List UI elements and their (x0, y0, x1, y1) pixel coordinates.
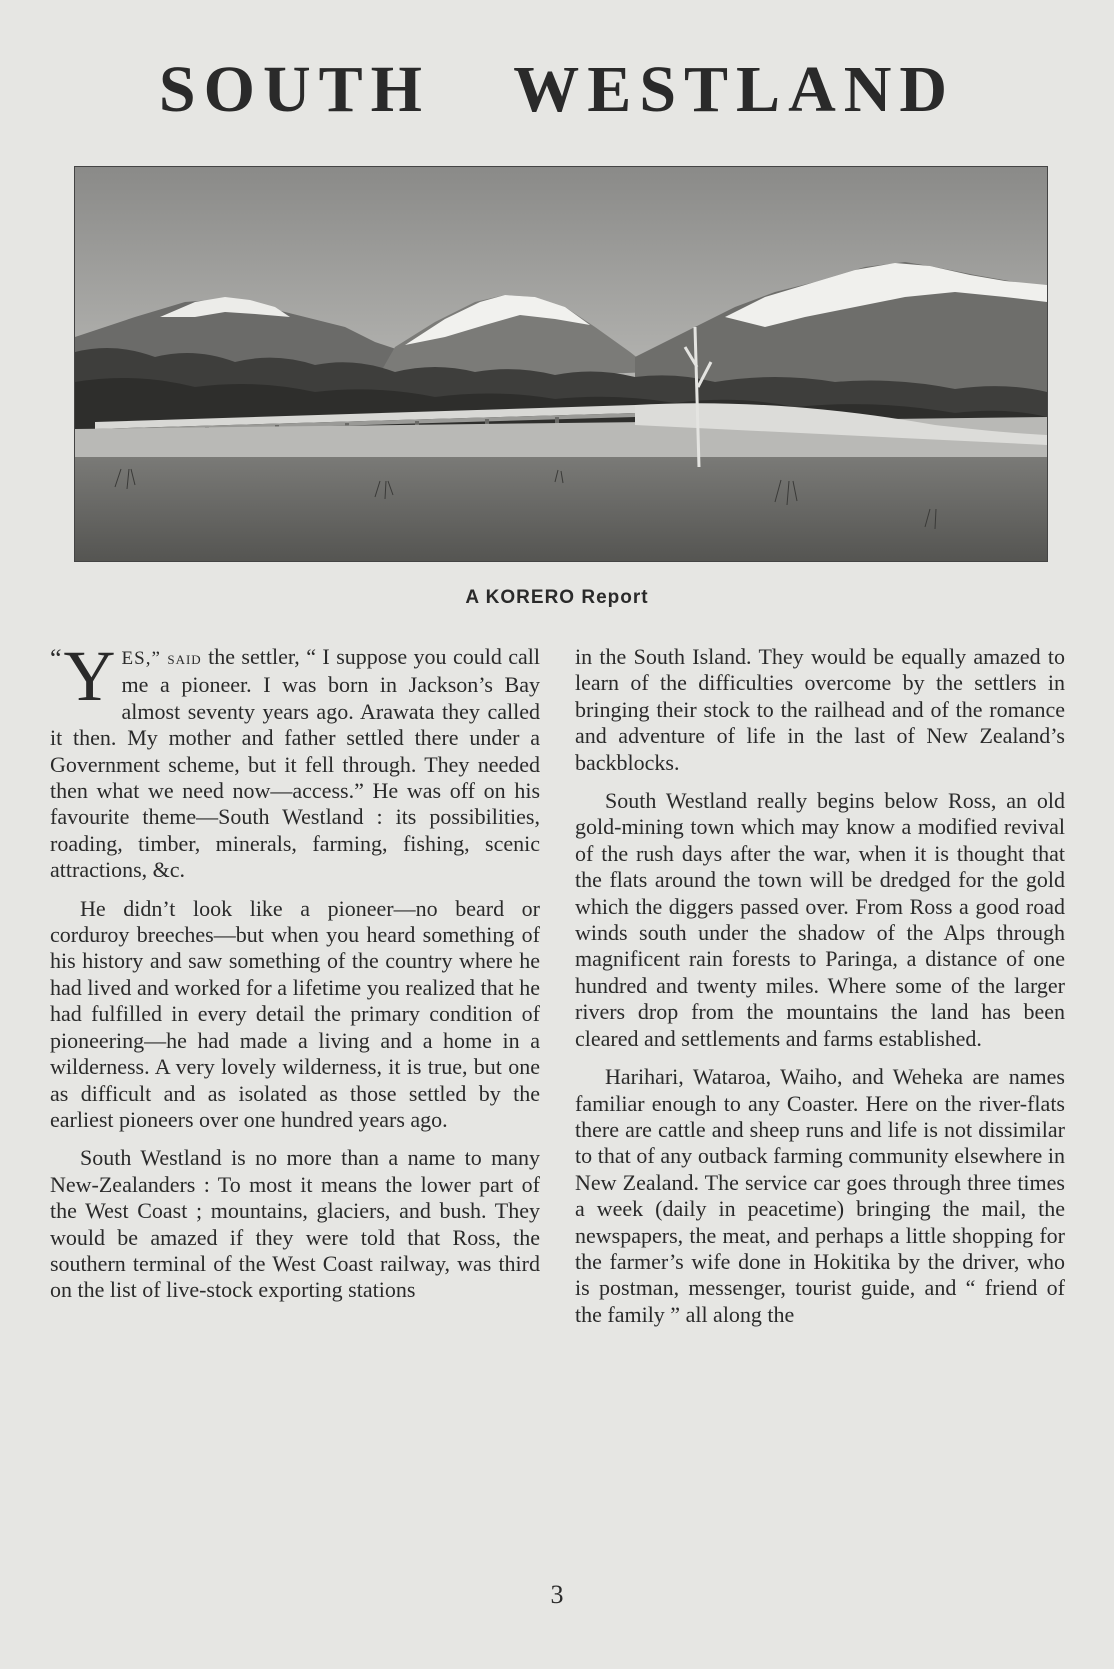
paragraph-4: in the South Island. They would be equally amazed to learn of the difficulties overcome by the settlers in bringing their stock to the railhead and of the romance and adventure of life in the last of New Zealand’s backblocks. (575, 644, 1065, 775)
paragraph-5: South Westland really begins below Ross, an old gold-mining town which may know a modified revival of the rush days after the war, when it is thought that the flats around the town will be dredged for the gold which the diggers passed over. From Ross a good road winds south under the shadow of the Alps through magnificent rain forests to Paringa, a distance of one hundred and twenty miles. Where some of the larger rivers drop from the mountains the land has been cleared and settlements and farms established. (575, 788, 1065, 1051)
page-title: SOUTH WESTLAND (158, 53, 956, 126)
article-right-column (575, 644, 1065, 1340)
drop-cap-block (50, 636, 116, 716)
opening-quote: “ (50, 644, 62, 673)
small-caps-word: said (167, 648, 202, 669)
byline: A KORERO Report (465, 587, 649, 608)
paragraph-1-text: the settler, “ I suppose you could call me a pioneer. I was born in Jackson’s Bay almost seventy years ago. Arawata they called it then. My mother and father settled there under a Government scheme, but it fell through. They needed then what we need now—access.” He was off on his favourite theme—South Westland : its possibilities, roading, timber, minerals, farming, fishing, scenic attractions, &c. (50, 644, 541, 883)
paragraph-6: Harihari, Wataroa, Waiho, and Weheka are names familiar enough to any Coaster. Here on the river-flats there are cattle and sheep runs and life is not dissimilar to that of any outback farming community elsewhere in New Zealand. The service car goes through three times a week (daily in peacetime) bringing the mail, the newspapers, the meat, and perhaps a little shopping for the farmer’s wife done in Hokitika by the driver, who is postman, messenger, tourist guide, and “ friend of the family ” all along the (575, 1064, 1065, 1327)
drop-cap-continuation: ES,” (121, 648, 161, 669)
article-left-column (50, 636, 541, 1316)
paragraph-2: He didn’t look like a pioneer—no beard or corduroy breeches—but when you heard something of his history and saw something of the country where he had lived and worked for a lifetime you realized that he had fulfilled in every detail the primary condition of pioneering—he had made a living and a home in a wilderness. A very lovely wilderness, it is true, but one as difficult and as isolated as those settled by the earliest pioneers over one hundred years ago. (50, 895, 540, 1132)
landscape-illustration (74, 166, 1048, 562)
page-number: 3 (550, 1580, 564, 1609)
drop-cap: Y (63, 636, 116, 716)
paragraph-3: South Westland is no more than a name to many New-Zealanders : To most it means the lower part of the West Coast ; mountains, glaciers, and bush. They would be amazed if they were told that Ross, the southern terminal of the West Coast railway, was third on the list of live-stock exporting stations (50, 1145, 540, 1303)
paragraph-1 (50, 636, 541, 884)
